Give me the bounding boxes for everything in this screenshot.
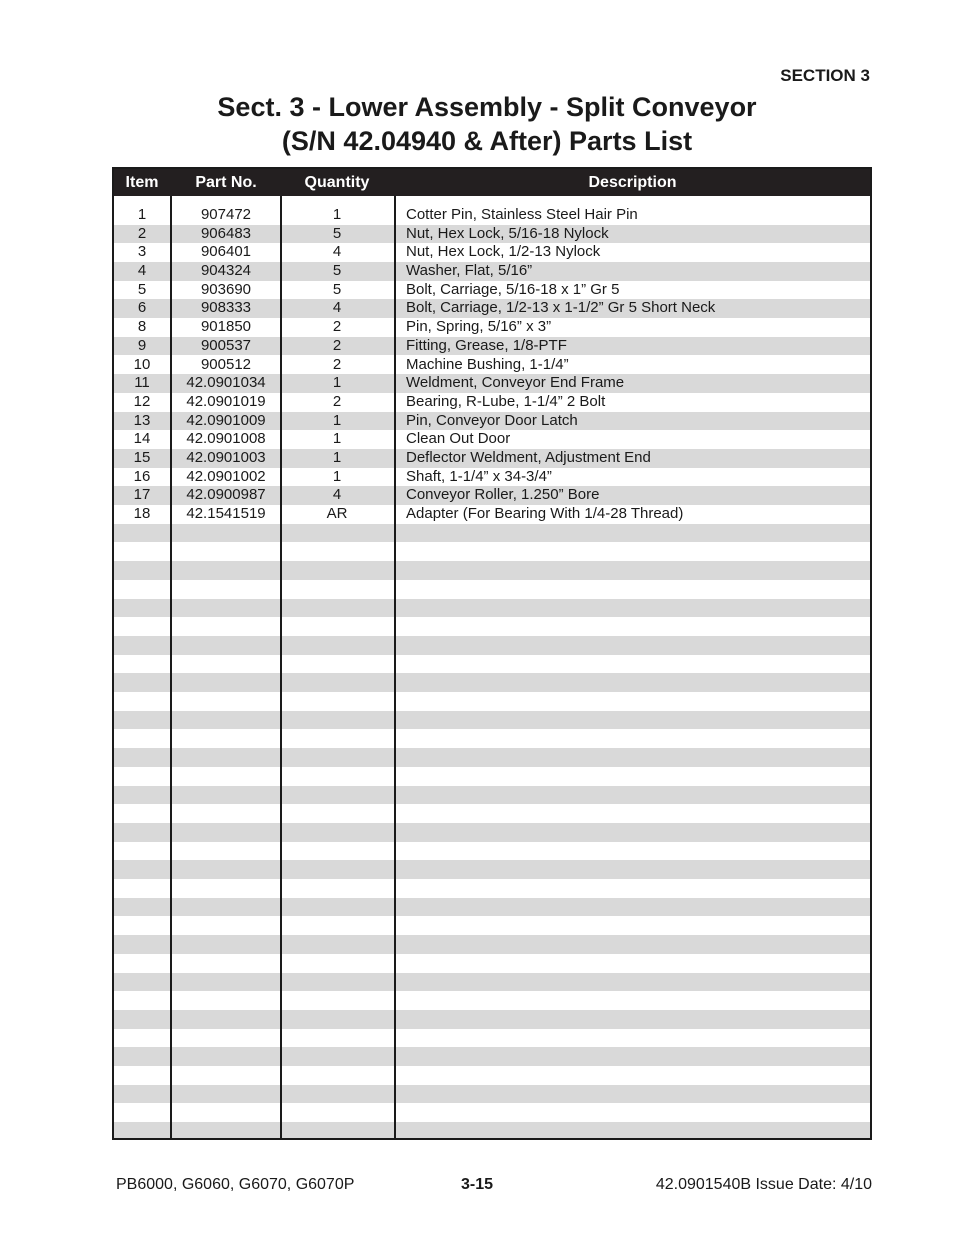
part-no-cell: 42.0900987 xyxy=(186,486,266,504)
item-cell: 15 xyxy=(133,448,151,466)
description-cell: Adapter (For Bearing With 1/4-28 Thread) xyxy=(406,505,684,522)
part-no-cell: 42.0901009 xyxy=(186,411,266,429)
quantity-cell: 2 xyxy=(332,355,342,373)
quantity-cell: AR xyxy=(326,505,348,522)
part-no-cell: 42.1541519 xyxy=(186,505,266,522)
item-cell: 18 xyxy=(133,505,151,522)
part-no-cell: 908333 xyxy=(200,299,252,317)
item-cell: 2 xyxy=(137,224,147,242)
item-cell: 4 xyxy=(137,262,147,280)
item-cell: 8 xyxy=(137,318,147,336)
part-no-cell: 900512 xyxy=(200,355,252,373)
row-stripe xyxy=(114,561,870,580)
description-cell: Conveyor Roller, 1.250” Bore xyxy=(406,486,600,504)
quantity-cell: 5 xyxy=(332,224,342,242)
item-cell: 14 xyxy=(133,430,151,448)
quantity-cell: 2 xyxy=(332,392,342,410)
table-row xyxy=(114,486,870,505)
item-cell: 9 xyxy=(137,336,147,354)
description-cell: Shaft, 1-1/4” x 34-3/4” xyxy=(406,467,552,485)
item-cell: 5 xyxy=(137,280,147,298)
row-stripe xyxy=(114,524,870,543)
table-row xyxy=(114,206,870,225)
table-row xyxy=(114,374,870,393)
quantity-cell: 1 xyxy=(332,206,342,223)
page-title-line-1: Sect. 3 - Lower Assembly - Split Conveyor xyxy=(217,92,757,122)
table-row xyxy=(114,225,870,244)
item-cell: 1 xyxy=(137,206,147,223)
description-cell: Cotter Pin, Stainless Steel Hair Pin xyxy=(406,206,638,223)
row-stripe xyxy=(114,1010,870,1029)
table-body xyxy=(114,206,870,524)
description-cell: Pin, Spring, 5/16” x 3” xyxy=(406,318,552,336)
footer-doc-info: 42.0901540B Issue Date: 4/10 xyxy=(655,1176,872,1193)
page-title xyxy=(0,90,954,158)
part-no-cell: 42.0901019 xyxy=(186,392,266,410)
quantity-cell: 4 xyxy=(332,243,342,261)
item-cell: 11 xyxy=(134,374,150,392)
table-row xyxy=(114,281,870,300)
row-stripe xyxy=(114,786,870,805)
description-cell: Nut, Hex Lock, 1/2-13 Nylock xyxy=(406,243,601,261)
description-cell: Weldment, Conveyor End Frame xyxy=(406,374,625,392)
quantity-cell: 1 xyxy=(332,467,342,485)
description-cell: Nut, Hex Lock, 5/16-18 Nylock xyxy=(406,224,609,242)
description-cell: Washer, Flat, 5/16” xyxy=(406,262,533,280)
parts-table xyxy=(112,167,872,1140)
part-no-cell: 906401 xyxy=(200,243,252,261)
part-no-cell: 900537 xyxy=(200,336,252,354)
quantity-cell: 5 xyxy=(332,280,342,298)
column-header-quantity: Quantity xyxy=(304,174,370,191)
part-no-cell: 901850 xyxy=(200,318,252,336)
quantity-cell: 1 xyxy=(332,448,342,466)
row-stripe xyxy=(114,673,870,692)
page-title-line-2: (S/N 42.04940 & After) Parts List xyxy=(281,126,693,156)
table-row xyxy=(114,412,870,431)
table-row xyxy=(114,449,870,468)
table-row xyxy=(114,356,870,375)
table-header xyxy=(114,169,870,196)
part-no-cell: 42.0901002 xyxy=(186,467,266,485)
part-no-cell: 904324 xyxy=(200,262,252,280)
footer-models: PB6000, G6060, G6070, G6070P xyxy=(116,1176,355,1193)
part-no-cell: 903690 xyxy=(200,280,252,298)
part-no-cell: 42.0901003 xyxy=(186,448,266,466)
row-stripe xyxy=(114,748,870,767)
row-stripe xyxy=(114,860,870,879)
part-no-cell: 906483 xyxy=(200,224,252,242)
row-stripe xyxy=(114,935,870,954)
description-cell: Bolt, Carriage, 1/2-13 x 1-1/2” Gr 5 Short Neck xyxy=(406,299,716,317)
item-cell: 16 xyxy=(133,467,151,485)
item-cell: 17 xyxy=(133,486,151,504)
part-no-cell: 42.0901008 xyxy=(186,430,266,448)
row-stripe xyxy=(114,823,870,842)
part-no-cell: 907472 xyxy=(200,206,252,223)
row-stripe xyxy=(114,1047,870,1066)
table-row xyxy=(114,393,870,412)
quantity-cell: 1 xyxy=(332,430,342,448)
description-cell: Bolt, Carriage, 5/16-18 x 1” Gr 5 xyxy=(406,280,620,298)
footer-page-number: 3-15 xyxy=(460,1176,494,1193)
description-cell: Fitting, Grease, 1/8-PTF xyxy=(406,336,567,354)
column-header-item: Item xyxy=(125,174,159,191)
part-no-cell: 42.0901034 xyxy=(186,374,266,392)
quantity-cell: 2 xyxy=(332,336,342,354)
table-row xyxy=(114,243,870,262)
quantity-cell: 1 xyxy=(332,374,342,392)
row-stripe xyxy=(114,636,870,655)
table-row xyxy=(114,430,870,449)
item-cell: 3 xyxy=(137,243,147,261)
description-cell: Clean Out Door xyxy=(406,430,511,448)
quantity-cell: 2 xyxy=(332,318,342,336)
column-header-description: Description xyxy=(588,174,677,191)
quantity-cell: 4 xyxy=(332,299,342,317)
quantity-cell: 5 xyxy=(332,262,342,280)
table-row xyxy=(114,505,870,524)
description-cell: Pin, Conveyor Door Latch xyxy=(406,411,578,429)
row-stripe xyxy=(114,973,870,992)
item-cell: 10 xyxy=(133,355,151,373)
row-stripe xyxy=(114,898,870,917)
quantity-cell: 4 xyxy=(332,486,342,504)
row-stripe xyxy=(114,711,870,730)
description-cell: Bearing, R-Lube, 1-1/4” 2 Bolt xyxy=(406,392,606,410)
item-cell: 13 xyxy=(133,411,151,429)
row-stripe xyxy=(114,1085,870,1104)
item-cell: 12 xyxy=(133,392,151,410)
table-row xyxy=(114,468,870,487)
item-cell: 6 xyxy=(137,299,147,317)
row-stripe xyxy=(114,1122,870,1140)
description-cell: Deflector Weldment, Adjustment End xyxy=(406,448,651,466)
table-row xyxy=(114,299,870,318)
table-row xyxy=(114,262,870,281)
section-label: SECTION 3 xyxy=(780,66,870,85)
table-row xyxy=(114,337,870,356)
description-cell: Machine Bushing, 1-1/4” xyxy=(406,355,569,373)
quantity-cell: 1 xyxy=(332,411,342,429)
column-header-part-no: Part No. xyxy=(195,174,257,191)
row-stripe xyxy=(114,599,870,618)
table-row xyxy=(114,318,870,337)
